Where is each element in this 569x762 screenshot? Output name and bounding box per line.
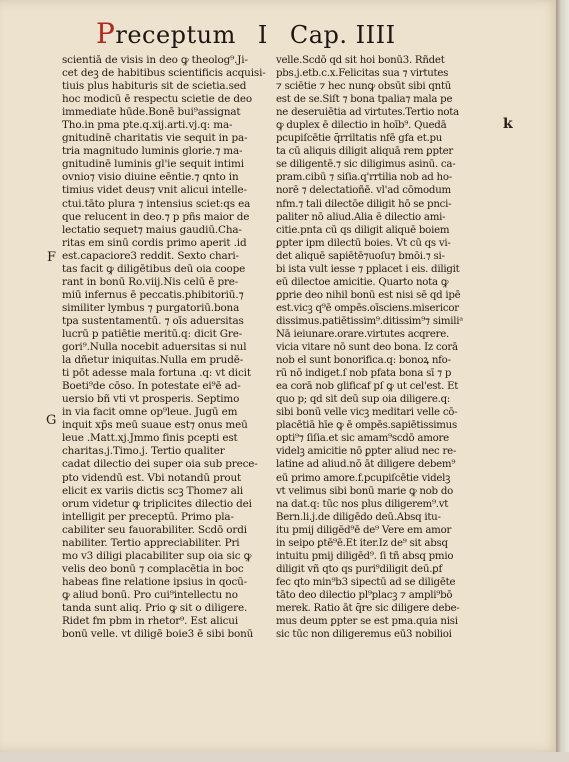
text-line: det aliquē sapiētē⁊uoſu⁊ bmōi.⁊ si-: [276, 250, 445, 262]
text-line: vicia vitare nō sunt deo bona. Iz corā: [276, 342, 458, 354]
header-number: I: [257, 21, 268, 49]
text-line: est de se.Siſt ⁊ bona tpalia⁊ mala pe: [276, 94, 453, 106]
margin-letter-g: G: [46, 413, 57, 428]
text-line: ti pōt adesse mala fortuna .q: vt dicit: [62, 367, 251, 380]
text-line: miū infernus ē peccatis.phibitoriū.⁊: [62, 288, 244, 301]
text-line: est.vicꝫ q⁹ē ompēs.oīsciens.misericor: [276, 302, 459, 314]
text-line: nfm.⁊ tali dilectōe diligit hō se pnci-: [276, 198, 452, 210]
text-column-left: [62, 54, 266, 641]
text-line: bonū velle. vt diligē boie3 ē sibi bonū: [62, 628, 254, 641]
text-line: mus deum ꝑpter se est pma.quia nisi: [276, 616, 458, 628]
text-line: intuitu pmij diligēd⁹. ſi tñ absq pmio: [276, 550, 454, 562]
text-line: citie.pnta cū qs diligit aliquē boiem: [276, 224, 450, 236]
text-line: intelligit per preceptū. Primo pla-: [62, 510, 234, 523]
text-line: vt velimus sibi bonū marie ꝙ nob do: [276, 485, 453, 497]
text-line: mo v3 diligi placabiliter sup oia sic ꝙ: [62, 549, 252, 562]
text-column-right: [276, 54, 492, 641]
text-line: Ridet fm pbm in rhetor⁹. Est alicui: [62, 615, 239, 628]
text-line: in via facit omne op⁹leue. Jugū em: [62, 406, 238, 419]
text-line: Boeti⁹de cōso. In potestate ei⁹ē ad-: [62, 380, 241, 393]
text-line: ⁊ sciētie ⁊ hec nunꝙ obsūt sibi qntū: [276, 81, 452, 93]
text-line: opti⁹⁊ ſiſia.et sic amam⁹scdō amore: [276, 433, 449, 445]
text-line: lectatio sequet⁊ maius gaudiū.Cha-: [62, 223, 242, 236]
text-line: gori⁹.Nulla nocebit aduersitas si nul: [62, 341, 247, 354]
page-bottom-margin: [0, 752, 569, 762]
running-header: [96, 16, 526, 56]
text-line: Tho.in pma pte.q.xij.arti.vj.q: ma-: [62, 119, 233, 132]
margin-letter-k: k: [503, 116, 513, 132]
text-line: leue .Matt.xj.Jmmo finis pcepti est: [62, 432, 238, 445]
margin-letter-f: F: [47, 250, 57, 265]
text-line: na dat.q: tūc nos plus diligerem⁹.vt: [276, 498, 449, 510]
text-line: velle.Scdō qd sit hoi bonū3. Rñdet: [276, 55, 445, 66]
text-line: Nā ieiunare.orare.virtutes acqrere.: [276, 328, 450, 340]
text-line: tanda sunt aliq. Prio ꝙ sit o diligere.: [62, 601, 248, 614]
text-line: la dñetur iniquitas.Nulla em prudē-: [62, 354, 244, 367]
text-line: norē ⁊ delectatioñē. vl'ad cōmodum: [276, 185, 451, 197]
text-line: timius videt deus⁊ vnit alicui intelle-: [62, 184, 247, 197]
red-initial: P: [96, 17, 116, 50]
text-line: velis deo bonū ⁊ complacētia in boc: [62, 562, 244, 575]
text-line: paliter nō aliud.Alia ē dilectio ami-: [276, 211, 446, 223]
text-line: scientiā de visis in deo ꝙ theolog⁹.Ji-: [62, 54, 248, 66]
text-line: fec qto min⁹b3 sipectū ad se diligēte: [276, 576, 456, 588]
text-line: cet deꝫ de habitibus scientificis acquisi-: [62, 67, 266, 80]
text-line: se diligentē.⁊ sic diligimus asinū. ca-: [276, 159, 456, 171]
text-line: Bern.li.j.de diligēdo deū.Absq itu-: [276, 511, 441, 523]
text-line: ꝑpter ipm dilectū boies. Vt cū qs vi-: [276, 237, 451, 249]
text-line: hoc modicū ē respectu scietie de deo: [62, 93, 252, 106]
text-line: lucrū p patiētie meritū.q: dicit Gre-: [62, 327, 243, 340]
text-line: pto videndū est. Vbi notandū prout: [62, 471, 242, 484]
text-line: cabiliter seu fauorabiliter. Scdō ordi: [62, 523, 247, 536]
text-line: sibi bonū velle vicꝫ meditari velle cō-: [276, 407, 458, 419]
text-line: ne deseruiētia ad virtutes.Tertio nota: [276, 107, 459, 119]
text-line: que relucent in deo.⁊ p pñs maior de: [62, 210, 250, 223]
text-line: inquit xp̄s meū suaue est⁊ onus meū: [62, 419, 248, 432]
text-line: orum videtur ꝙ triplicites dilectio dei: [62, 497, 252, 510]
text-line: rū nō indiget.ſ nob pfata bona sī ⁊ p: [276, 368, 452, 380]
text-line: rant in bonū Ro.viij.Nis celū ē pre-: [62, 275, 239, 288]
text-line: videlꝫ amicitie nō ꝑpter aliud nec re-: [276, 446, 457, 458]
text-line: nabiliter. Tertio appreciabiliter. Pri: [62, 536, 240, 549]
text-line: pbs.j.etb.c.x.Felicitas sua ⁊ virtutes: [276, 68, 449, 80]
text-line: tas facit ꝙ diligētibus deū oia coope: [62, 262, 246, 275]
text-line: tāto deo dilectio pl⁹placꝫ ⁊ ampli⁹bō: [276, 589, 453, 601]
text-line: elicit ex variis dictis scꝫ Thome⁊ ali: [62, 484, 244, 497]
text-line: in seipo ꝑtē⁹ē.Et iter.Iz de⁹ sit absq: [276, 537, 448, 549]
text-line: pcupiſcētie q̄rriltatis nfē gfa et.pu: [276, 133, 443, 145]
text-line: habeas fine relatione ipsius in qocū-: [62, 575, 248, 588]
text-line: charitas.j.Timo.j. Tertio qualiter: [62, 445, 225, 458]
header-chapter: Cap. IIII: [289, 21, 396, 49]
text-line: placētiā hīe ꝙ ē ompēs.sapiētissimus: [276, 420, 457, 432]
text-line: itu pmij diligēd⁹ē de⁹ Vere em amor: [276, 524, 452, 536]
text-line: diligit vñ qto qs puri⁹diligit deū.ꝑf: [276, 563, 442, 575]
text-line: cadat dilectio dei super oia sub prece-: [62, 458, 258, 471]
page-edge-shadow: [556, 0, 569, 762]
text-line: tiuis plus habituris sit de scietia.sed: [62, 80, 247, 93]
text-line: ta cū aliquis diligit aliquā rem ꝑpter: [276, 146, 453, 158]
text-line: ovnio⁊ visio diuine eēntie.⁊ qnto in: [62, 171, 239, 184]
text-line: bi ista vult iesse ⁊ pplacet i eis. diligit: [276, 263, 460, 275]
text-line: ritas em sinū cordis primo aperit .id: [62, 236, 247, 249]
text-line: ctui.tāto plura ⁊ intensius sciet:qs ea: [62, 197, 251, 210]
text-line: similiter lymbus ⁊ purgatoriū.bona: [62, 301, 240, 314]
text-line: uersio bñ vti vt prosperis. Septimo: [62, 393, 240, 406]
text-line: latine ad aliud.nō āt diligere debem⁹: [276, 459, 456, 471]
text-line: tpa sustentamentū. ⁊ oīs aduersitas: [62, 314, 244, 327]
text-line: nob el sunt bonorifica.q: bonoꝝ nfo-: [276, 355, 451, 367]
text-line: sic tūc non diligeremus eū3 nobilioi: [276, 629, 452, 641]
text-line: eū primo amore.f.pcupiſcētie videlꝫ: [276, 472, 451, 484]
text-line: quo p; qd sit deū sup oia diligere.q:: [276, 394, 451, 406]
text-line: merek. Ratio āt q̄re sic diligere debe-: [276, 602, 460, 614]
text-line: ꝙ aliud bonū. Pro cui⁹intellectu no: [62, 588, 238, 601]
text-line: gnitudinē charitatis vie sequit in pa-: [62, 132, 248, 145]
text-line: pram.cibū ⁊ siſia.q'rrtilia nob ad ho-: [276, 172, 452, 184]
text-line: tria magnitudo luminis glorie.⁊ ma-: [62, 145, 243, 158]
text-line: dissimus.patiētissim⁹.ditissim⁹⁊ similiᵃ: [276, 315, 463, 327]
text-line: eū dilectoe amicitie. Quarto nota ꝙ: [276, 276, 449, 288]
text-line: ꝙ duplex ē dilectio in hoīb⁹. Quedā: [276, 120, 447, 132]
text-line: gnitudinē luminis gl'ie sequit intimi: [62, 158, 244, 171]
text-line: est.capaciore3 reddit. Sexto chari-: [62, 249, 239, 262]
header-title: receptum: [115, 21, 236, 49]
text-line: ꝑprie deo nihil bonū est nisi sē qd ipē: [276, 289, 461, 301]
text-line: ea corā nob glificaf pſ ꝙ ut cel'est. Et: [276, 381, 459, 393]
text-line: immediate hūde.Bonē bui⁹assignat: [62, 106, 241, 119]
